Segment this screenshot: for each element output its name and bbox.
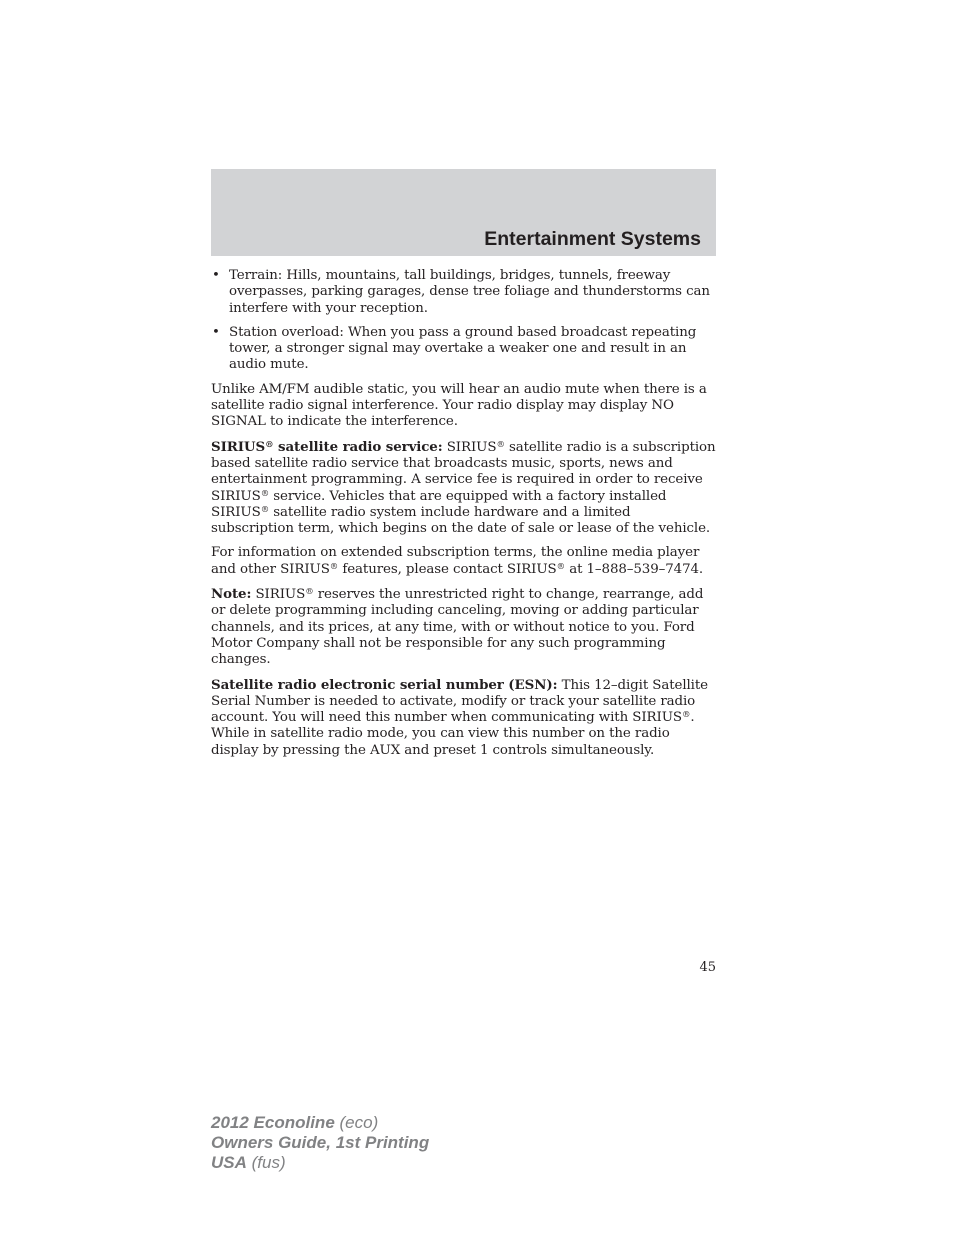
footer-model-code: (eco) bbox=[334, 1113, 379, 1132]
registered-mark: ® bbox=[681, 710, 691, 721]
paragraph-text: SIRIUS bbox=[251, 587, 306, 603]
page-body bbox=[211, 268, 717, 767]
lead-text: satellite radio service: bbox=[273, 438, 443, 455]
paragraph-text: This 12–digit Satellite Serial Number is needed to activate, modify or track your satellite radio account. You will need this number when communicating with SIRIUS bbox=[211, 677, 708, 726]
paragraph-text: service. Vehicles that are equipped with a factory installed SIRIUS bbox=[211, 488, 667, 520]
registered-mark: ® bbox=[260, 504, 270, 515]
paragraph-contact-info bbox=[211, 545, 717, 578]
registered-mark: ® bbox=[260, 488, 270, 499]
registered-mark: ® bbox=[329, 561, 339, 572]
bullet-text: Station overload: When you pass a ground based broadcast repeating tower, a stronger signal may overtake a weaker one and result in an audio mute. bbox=[229, 324, 697, 373]
footer-line-guide bbox=[211, 1133, 429, 1153]
paragraph-text: satellite radio system include hardware and a limited subscription term, which begins on the date of sale or lease of the vehicle. bbox=[211, 504, 711, 537]
section-header-band bbox=[211, 169, 716, 256]
bullet-text: Terrain: Hills, mountains, tall buildings, bridges, tunnels, freeway overpasses, parking garages, dense tree foliage and thunderstorms can interfere with your reception. bbox=[229, 268, 710, 316]
paragraph-text: at 1–888–539–7474. bbox=[565, 561, 704, 577]
paragraph-lead: Satellite radio electronic serial number (ESN): bbox=[211, 676, 558, 693]
footer-region-code: (fus) bbox=[246, 1153, 286, 1172]
paragraph-text: SIRIUS bbox=[442, 439, 497, 455]
registered-mark: ® bbox=[496, 439, 505, 450]
page-number: 45 bbox=[699, 960, 716, 975]
paragraph-esn bbox=[211, 677, 717, 759]
paragraph-text: satellite radio is a subscription based satellite radio service that broadcasts music, sports, news and entertainment programming. A service fee is required in order to receive SIRIUS bbox=[211, 439, 716, 504]
bullet-item-terrain bbox=[211, 268, 717, 317]
document-footer bbox=[211, 1113, 429, 1173]
lead-text: SIRIUS bbox=[211, 438, 266, 455]
footer-region: USA bbox=[211, 1153, 247, 1172]
footer-line-model bbox=[211, 1113, 429, 1133]
paragraph-lead bbox=[211, 439, 443, 455]
bullet-icon: • bbox=[212, 268, 220, 283]
registered-mark: ® bbox=[556, 561, 566, 572]
registered-mark: ® bbox=[305, 587, 314, 598]
paragraph-audio-mute bbox=[211, 382, 717, 431]
section-title: Entertainment Systems bbox=[484, 228, 701, 250]
footer-line-region bbox=[211, 1153, 429, 1173]
registered-mark: ® bbox=[265, 439, 274, 450]
paragraph-lead: Note: bbox=[211, 586, 252, 603]
bullet-item-station-overload bbox=[211, 325, 717, 374]
paragraph-text: features, please contact SIRIUS bbox=[338, 561, 557, 577]
paragraph-text: reserves the unrestricted right to change, rearrange, add or delete programming including canceling, moving or adding particular channels, and its prices, at any time, with or without notice to you. Ford Motor Company shall not be responsible for any such programming changes. bbox=[211, 587, 704, 668]
paragraph-text: . While in satellite radio mode, you can view this number on the radio display by pressing the AUX and preset 1 controls simultaneously. bbox=[211, 710, 695, 758]
paragraph-note bbox=[211, 586, 717, 668]
paragraph-sirius-service bbox=[211, 439, 717, 538]
paragraph-text: Unlike AM/FM audible static, you will hear an audio mute when there is a satellite radio signal interference. Your radio display may display NO SIGNAL to indicate the interference. bbox=[211, 381, 707, 430]
footer-guide: Owners Guide, 1st Printing bbox=[211, 1133, 430, 1152]
footer-model: 2012 Econoline bbox=[211, 1113, 335, 1132]
bullet-icon: • bbox=[212, 324, 220, 340]
paragraph-text: For information on extended subscription terms, the online media player and other SIRIUS bbox=[211, 545, 700, 577]
